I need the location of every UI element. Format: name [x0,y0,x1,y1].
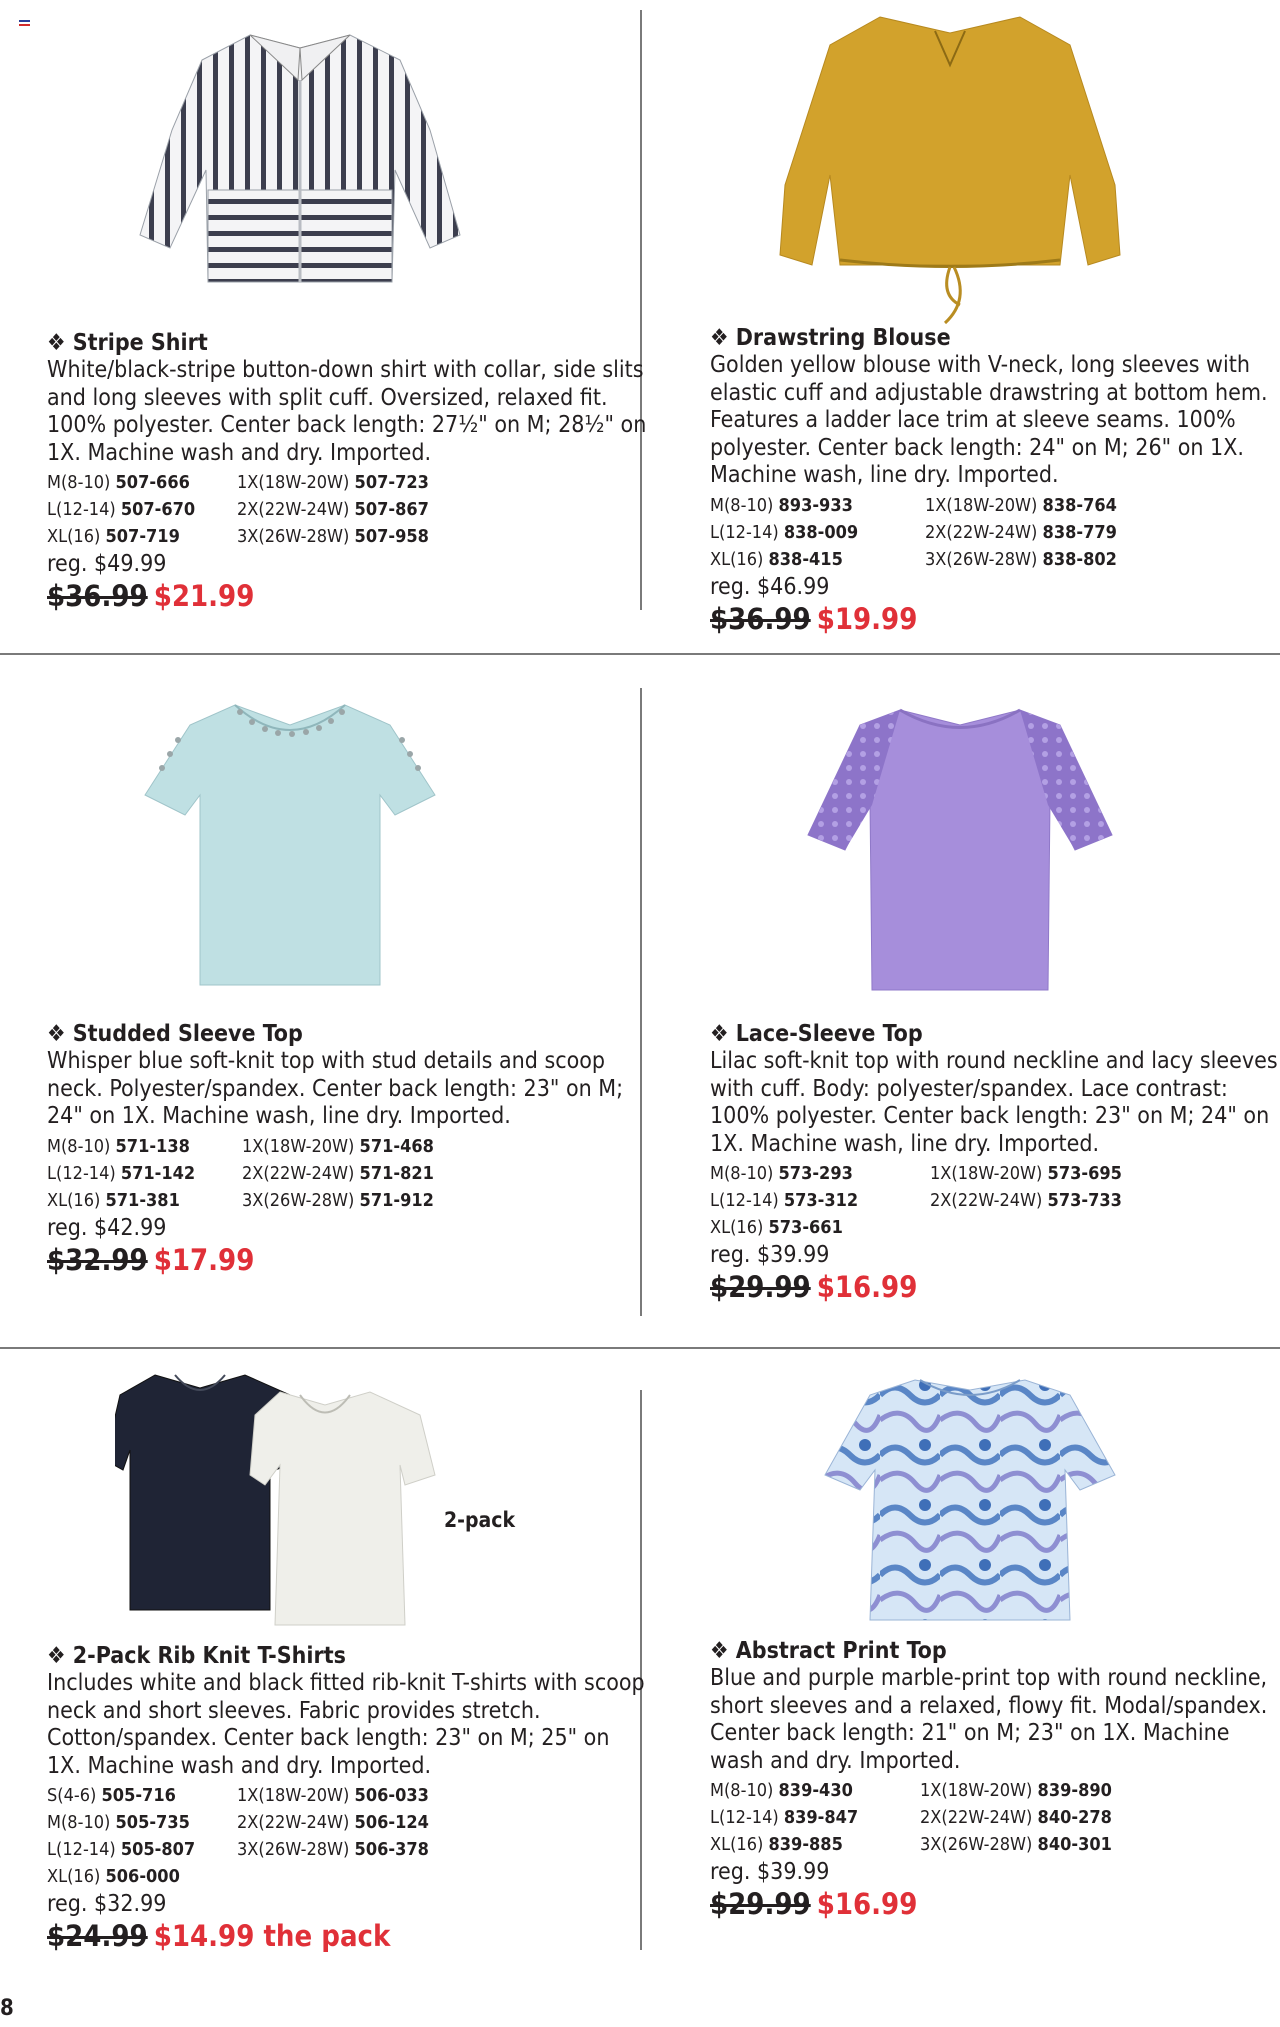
size-entry: 3X(26W-28W) 507-958 [237,526,429,547]
product-two-pack-tshirts [47,1643,647,1954]
old-price: $32.99 [47,1242,148,1277]
regular-price: reg. $42.99 [47,1214,167,1241]
price-line [47,1918,647,1954]
old-price: $36.99 [47,579,148,613]
price-line [710,1886,1280,1922]
size-entry: 1X(18W-20W) 571-468 [242,1135,434,1157]
size-entry: 2X(22W-24W) 506-124 [237,1812,429,1833]
product-abstract-print-top [710,1638,1280,1922]
size-table [710,1160,1280,1241]
size-entry: M(8-10) 505-735 [47,1812,190,1833]
sale-price: $16.99 [816,1270,918,1304]
price-line [47,1242,647,1278]
size-entry: XL(16) 506-000 [47,1866,180,1887]
product-description: Golden yellow blouse with V-neck, long sleeves with elastic cuff and adjustable drawstring at bottom hem. Features a ladder lace trim at sleeve seams. 100% polyester. Center back length: 24" on M; 26" on 1X. Machine wash, line dry. Imported. [710,352,1268,488]
size-entry: M(8-10) 893-933 [710,494,853,516]
price-line [710,601,1280,637]
product-drawstring-blouse [710,325,1280,637]
sale-price: $14.99 the pack [153,1919,391,1953]
sale-price: $17.99 [153,1242,255,1277]
size-entry: XL(16) 507-719 [47,526,180,547]
price-line [47,578,647,614]
sale-price: $16.99 [816,1887,918,1921]
size-table [47,1782,647,1890]
size-table [710,1777,1280,1858]
product-title: ❖ Lace-Sleeve Top [710,1021,923,1047]
sale-price: $21.99 [153,579,255,613]
product-title: ❖ Drawstring Blouse [710,325,951,351]
size-entry: XL(16) 839-885 [710,1834,843,1855]
size-entry: M(8-10) 571-138 [47,1135,190,1157]
regular-price: reg. $32.99 [47,1891,167,1917]
size-entry: 1X(18W-20W) 507-723 [237,472,429,493]
size-entry: XL(16) 838-415 [710,548,843,570]
size-entry [930,1214,1190,1241]
product-lace-sleeve-top [710,1021,1280,1305]
row-divider-2 [0,1347,1280,1349]
old-price: $36.99 [710,601,811,636]
size-entry: L(12-14) 573-312 [710,1190,859,1211]
size-entry: 2X(22W-24W) 573-733 [930,1190,1122,1211]
product-studded-sleeve-top [47,1021,647,1278]
product-title: ❖ Studded Sleeve Top [47,1021,303,1047]
stripe-shirt-image [130,20,470,300]
lace-sleeve-top-image [800,705,1120,995]
old-price: $29.99 [710,1270,811,1304]
regular-price: reg. $39.99 [710,1242,830,1268]
size-entry: 2X(22W-24W) 840-278 [920,1807,1112,1828]
row-divider-1 [0,653,1280,655]
product-title: ❖ 2-Pack Rib Knit T-Shirts [47,1643,346,1669]
size-table [710,492,1280,573]
pack-label: 2-pack [444,1508,516,1532]
size-entry: L(12-14) 838-009 [710,521,859,543]
size-entry: XL(16) 571-381 [47,1189,180,1211]
product-description: Lilac soft-knit top with round neckline and lacy sleeves with cuff. Body: polyester/spandex. Lace contrast: 100% polyester. Center back length: 23" on M; 24" on 1X. Machine wash, line dry. Imported. [710,1048,1278,1157]
price-line [710,1269,1280,1305]
size-entry: 3X(26W-28W) 838-802 [925,548,1117,570]
regular-price: reg. $46.99 [710,573,830,600]
size-entry: 1X(18W-20W) 573-695 [930,1163,1122,1184]
size-entry: 1X(18W-20W) 838-764 [925,494,1117,516]
size-entry: M(8-10) 839-430 [710,1780,853,1801]
product-description: Whisper blue soft-knit top with stud details and scoop neck. Polyester/spandex. Center back length: 23" on M; 24" on 1X. Machine wash, line dry. Imported. [47,1048,624,1129]
flag-icon [19,20,30,26]
size-entry: 2X(22W-24W) 571-821 [242,1162,434,1184]
product-title: ❖ Abstract Print Top [710,1638,947,1664]
size-entry: S(4-6) 505-716 [47,1785,176,1806]
size-entry: 2X(22W-24W) 507-867 [237,499,429,520]
regular-price: reg. $39.99 [710,1859,830,1885]
old-price: $24.99 [47,1919,148,1953]
abstract-print-top-image [820,1375,1120,1625]
sale-price: $19.99 [816,601,918,636]
two-pack-tshirts-image [115,1370,455,1630]
product-stripe-shirt [47,330,647,614]
size-entry: L(12-14) 839-847 [710,1807,859,1828]
product-description: Blue and purple marble-print top with round neckline, short sleeves and a relaxed, flowy fit. Modal/spandex. Center back length: 21" on M; 23" on 1X. Machine wash and dry. Imported. [710,1665,1268,1774]
page-number: 8 [0,1996,14,2021]
old-price: $29.99 [710,1887,811,1921]
size-entry: 3X(26W-28W) 571-912 [242,1189,434,1211]
product-description: Includes white and black fitted rib-knit T-shirts with scoop neck and short sleeves. Fabric provides stretch. Cotton/spandex. Center back length: 23" on M; 25" on 1X. Machine wash and dry. Imported. [47,1670,645,1779]
size-entry: 3X(26W-28W) 506-378 [237,1839,429,1860]
studded-sleeve-top-image [140,700,440,990]
size-entry: L(12-14) 507-670 [47,499,196,520]
size-table [47,1133,647,1214]
size-entry: 3X(26W-28W) 840-301 [920,1834,1112,1855]
size-entry: 1X(18W-20W) 839-890 [920,1780,1112,1801]
size-entry: M(8-10) 507-666 [47,472,190,493]
drawstring-blouse-image [770,5,1130,325]
size-table [47,469,647,550]
size-entry: L(12-14) 571-142 [47,1162,196,1184]
size-entry: 2X(22W-24W) 838-779 [925,521,1117,543]
size-entry: M(8-10) 573-293 [710,1163,853,1184]
size-entry: L(12-14) 505-807 [47,1839,196,1860]
regular-price: reg. $49.99 [47,551,167,577]
size-entry: XL(16) 573-661 [710,1217,843,1238]
size-entry: 1X(18W-20W) 506-033 [237,1785,429,1806]
product-description: White/black-stripe button-down shirt with collar, side slits and long sleeves with split cuff. Oversized, relaxed fit. 100% polyester. Center back length: 27½" on M; 28½" on 1X. Machine wash and dry. Imported. [47,357,647,466]
product-title: ❖ Stripe Shirt [47,330,208,356]
